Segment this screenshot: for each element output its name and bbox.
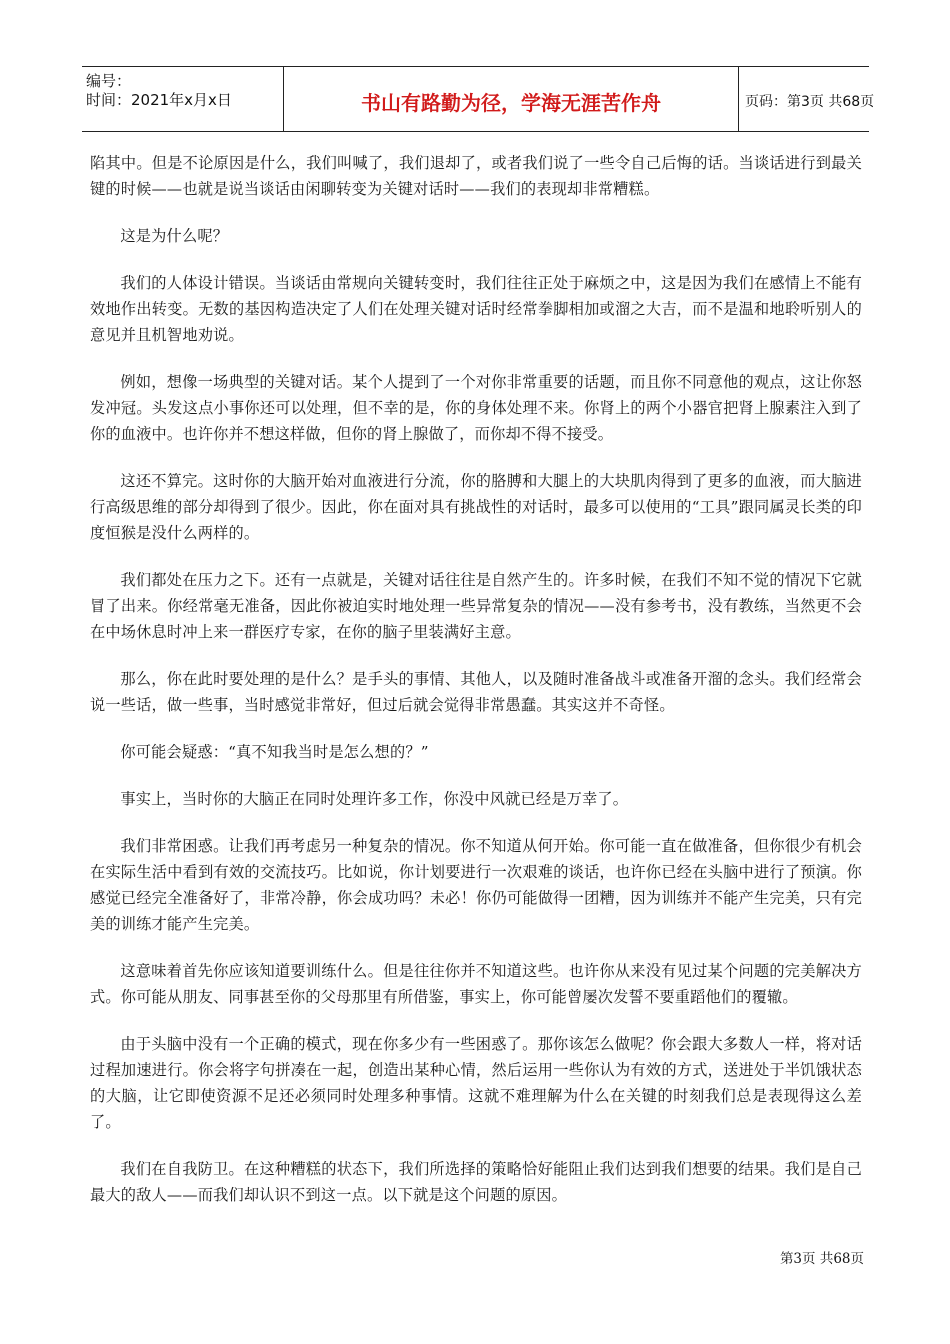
header-info-cell — [82, 67, 282, 131]
paragraph: 你可能会疑惑：“真不知我当时是怎么想的？” — [120, 743, 429, 761]
paragraph: 我们的人体设计错误。当谈话由常规向关键转变时，我们往往正处于麻烦之中，这是因为我们在感情上不能有效地作出转变。无数的基因构造决定了人们在处理关键对话时经常拳脚相加或溜之大吉，而不是温和地聆听别人的意见并且机智地劝说。 — [90, 274, 862, 344]
page-footer: 第3页 共68页 — [779, 1251, 864, 1267]
header-motto-cell — [283, 67, 739, 131]
paragraph: 我们都处在压力之下。还有一点就是，关键对话往往是自然产生的。许多时候，在我们不知不觉的情况下它就冒了出来。你经常毫无准备，因此你被迫实时地处理一些异常复杂的情况——没有参考书，没有教练，当然更不会在中场休息时冲上来一群医疗专家，在你的脑子里装满好主意。 — [90, 571, 862, 641]
page-header — [82, 66, 875, 132]
paragraph: 这是为什么呢？ — [120, 227, 229, 245]
paragraph: 由于头脑中没有一个正确的模式，现在你多少有一些困惑了。那你该怎么做呢？你会跟大多数人一样，将对话过程加速进行。你会将字句拼凑在一起，创造出某种心情，然后运用一些你认为有效的方式，送进处于半饥饿状态的大脑，让它即使资源不足还必须同时处理多种事情。这就不难理解为什么在关键的时刻我们总是表现得这么差了。 — [90, 1035, 862, 1131]
paragraph: 我们在自我防卫。在这种糟糕的状态下，我们所选择的策略恰好能阻止我们达到我们想要的结果。我们是自己最大的敌人——而我们却认识不到这一点。以下就是这个问题的原因。 — [90, 1160, 862, 1204]
header-motto: 书山有路勤为径，学海无涯苦作舟 — [361, 91, 661, 115]
document-body — [90, 150, 862, 1229]
paragraph: 陷其中。但是不论原因是什么，我们叫喊了，我们退却了，或者我们说了一些令自己后悔的话。当谈话进行到最关键的时候——也就是说当谈话由闲聊转变为关键对话时——我们的表现却非常糟糕。 — [90, 154, 862, 198]
document-number-label: 编号： — [86, 72, 132, 90]
paragraph: 这还不算完。这时你的大脑开始对血液进行分流，你的胳膊和大腿上的大块肌肉得到了更多的血液，而大脑进行高级思维的部分却得到了很少。因此，你在面对具有挑战性的对话时，最多可以使用的“工具”跟同属灵长类的印度恒猴是没什么两样的。 — [90, 472, 862, 542]
header-page-cell — [739, 67, 875, 131]
header-page-code: 页码：第3页 共68页 — [745, 94, 875, 110]
paragraph: 事实上，当时你的大脑正在同时处理许多工作，你没中风就已经是万幸了。 — [120, 790, 629, 808]
paragraph: 例如，想像一场典型的关键对话。某个人提到了一个对你非常重要的话题，而且你不同意他的观点，这让你怒发冲冠。头发这点小事你还可以处理，但不幸的是，你的身体处理不来。你肾上的两个小器官把肾上腺素注入到了你的血液中。也许你并不想这样做，但你的肾上腺做了，而你却不得不接受。 — [90, 373, 862, 443]
paragraph: 这意味着首先你应该知道要训练什么。但是往往你并不知道这些。也许你从来没有见过某个问题的完美解决方式。你可能从朋友、同事甚至你的父母那里有所借鉴，事实上，你可能曾屡次发誓不要重蹈他们的覆辙。 — [90, 962, 862, 1006]
paragraph: 我们非常困惑。让我们再考虑另一种复杂的情况。你不知道从何开始。你可能一直在做准备，但你很少有机会在实际生活中看到有效的交流技巧。比如说，你计划要进行一次艰难的谈话，也许你已经在头脑中进行了预演。你感觉已经完全准备好了，非常冷静，你会成功吗？未必！你仍可能做得一团糟，因为训练并不能产生完美，只有完美的训练才能产生完美。 — [90, 837, 862, 933]
document-date-label: 时间：2021年x月x日 — [86, 91, 232, 109]
paragraph: 那么，你在此时要处理的是什么？是手头的事情、其他人，以及随时准备战斗或准备开溜的念头。我们经常会说一些话，做一些事，当时感觉非常好，但过后就会觉得非常愚蠢。其实这并不奇怪。 — [90, 670, 862, 714]
